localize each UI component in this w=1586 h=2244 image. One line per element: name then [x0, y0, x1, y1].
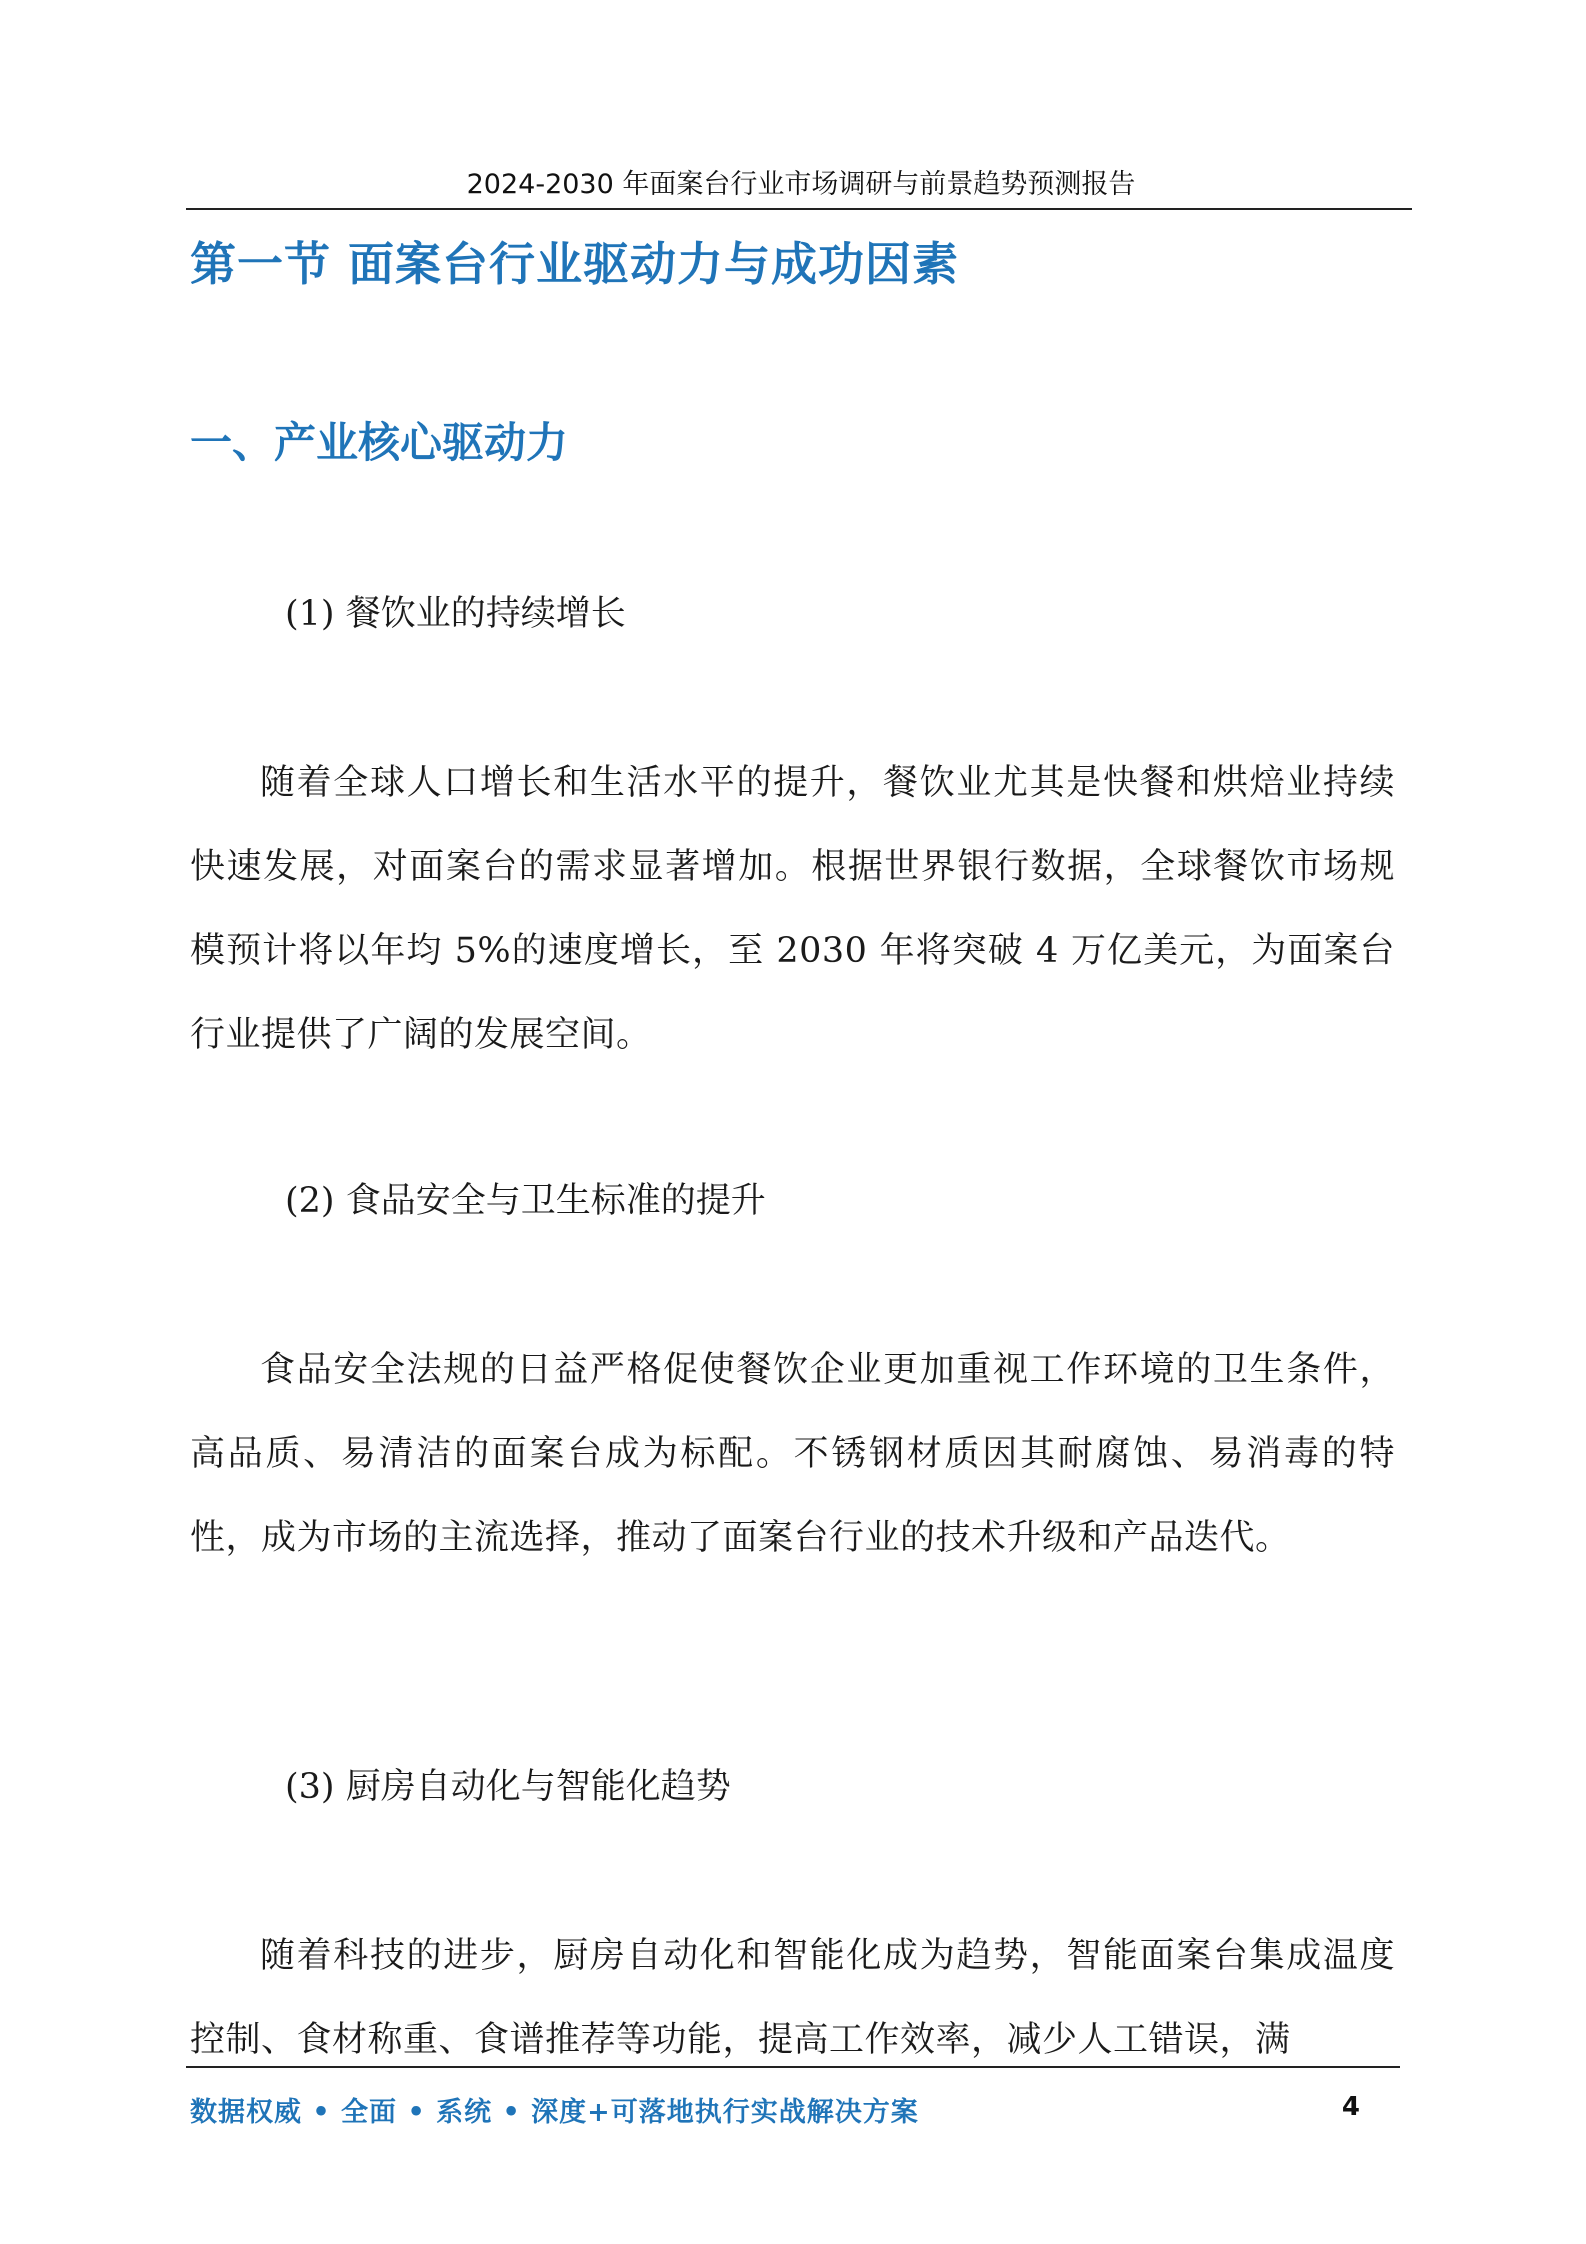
item-heading-3: (3) 厨房自动化与智能化趋势 [285, 1767, 731, 1807]
footer-slogan: 数据权威 • 全面 • 系统 • 深度+可落地执行实战解决方案 [190, 2097, 919, 2128]
header-rule [186, 208, 1412, 210]
paragraph-2: 食品安全法规的日益严格促使餐饮企业更加重视工作环境的卫生条件，高品质、易清洁的面案台成为标配。不锈钢材质因其耐腐蚀、易消毒的特性，成为市场的主流选择，推动了面案台行业的技术升级和产品迭代。 [190, 1350, 1395, 1558]
paragraph-1: 随着全球人口增长和生活水平的提升，餐饮业尤其是快餐和烘焙业持续快速发展，对面案台的需求显著增加。根据世界银行数据，全球餐饮市场规模预计将以年均 5%的速度增长，至 2030 年将突破 4 万亿美元，为面案台行业提供了广阔的发展空间。 [190, 763, 1395, 1055]
page-number: 4 [1341, 2092, 1360, 2122]
item-heading-2: (2) 食品安全与卫生标准的提升 [285, 1181, 766, 1221]
footer-rule [186, 2066, 1400, 2068]
section-title: 第一节 面案台行业驱动力与成功因素 [190, 237, 960, 291]
running-header: 2024-2030 年面案台行业市场调研与前景趋势预测报告 [466, 169, 1136, 200]
paragraph-3: 随着科技的进步，厨房自动化和智能化成为趋势，智能面案台集成温度控制、食材称重、食谱推荐等功能，提高工作效率，减少人工错误，满 [190, 1936, 1395, 2060]
subsection-title: 一、产业核心驱动力 [190, 418, 569, 467]
item-heading-1: (1) 餐饮业的持续增长 [285, 594, 626, 634]
